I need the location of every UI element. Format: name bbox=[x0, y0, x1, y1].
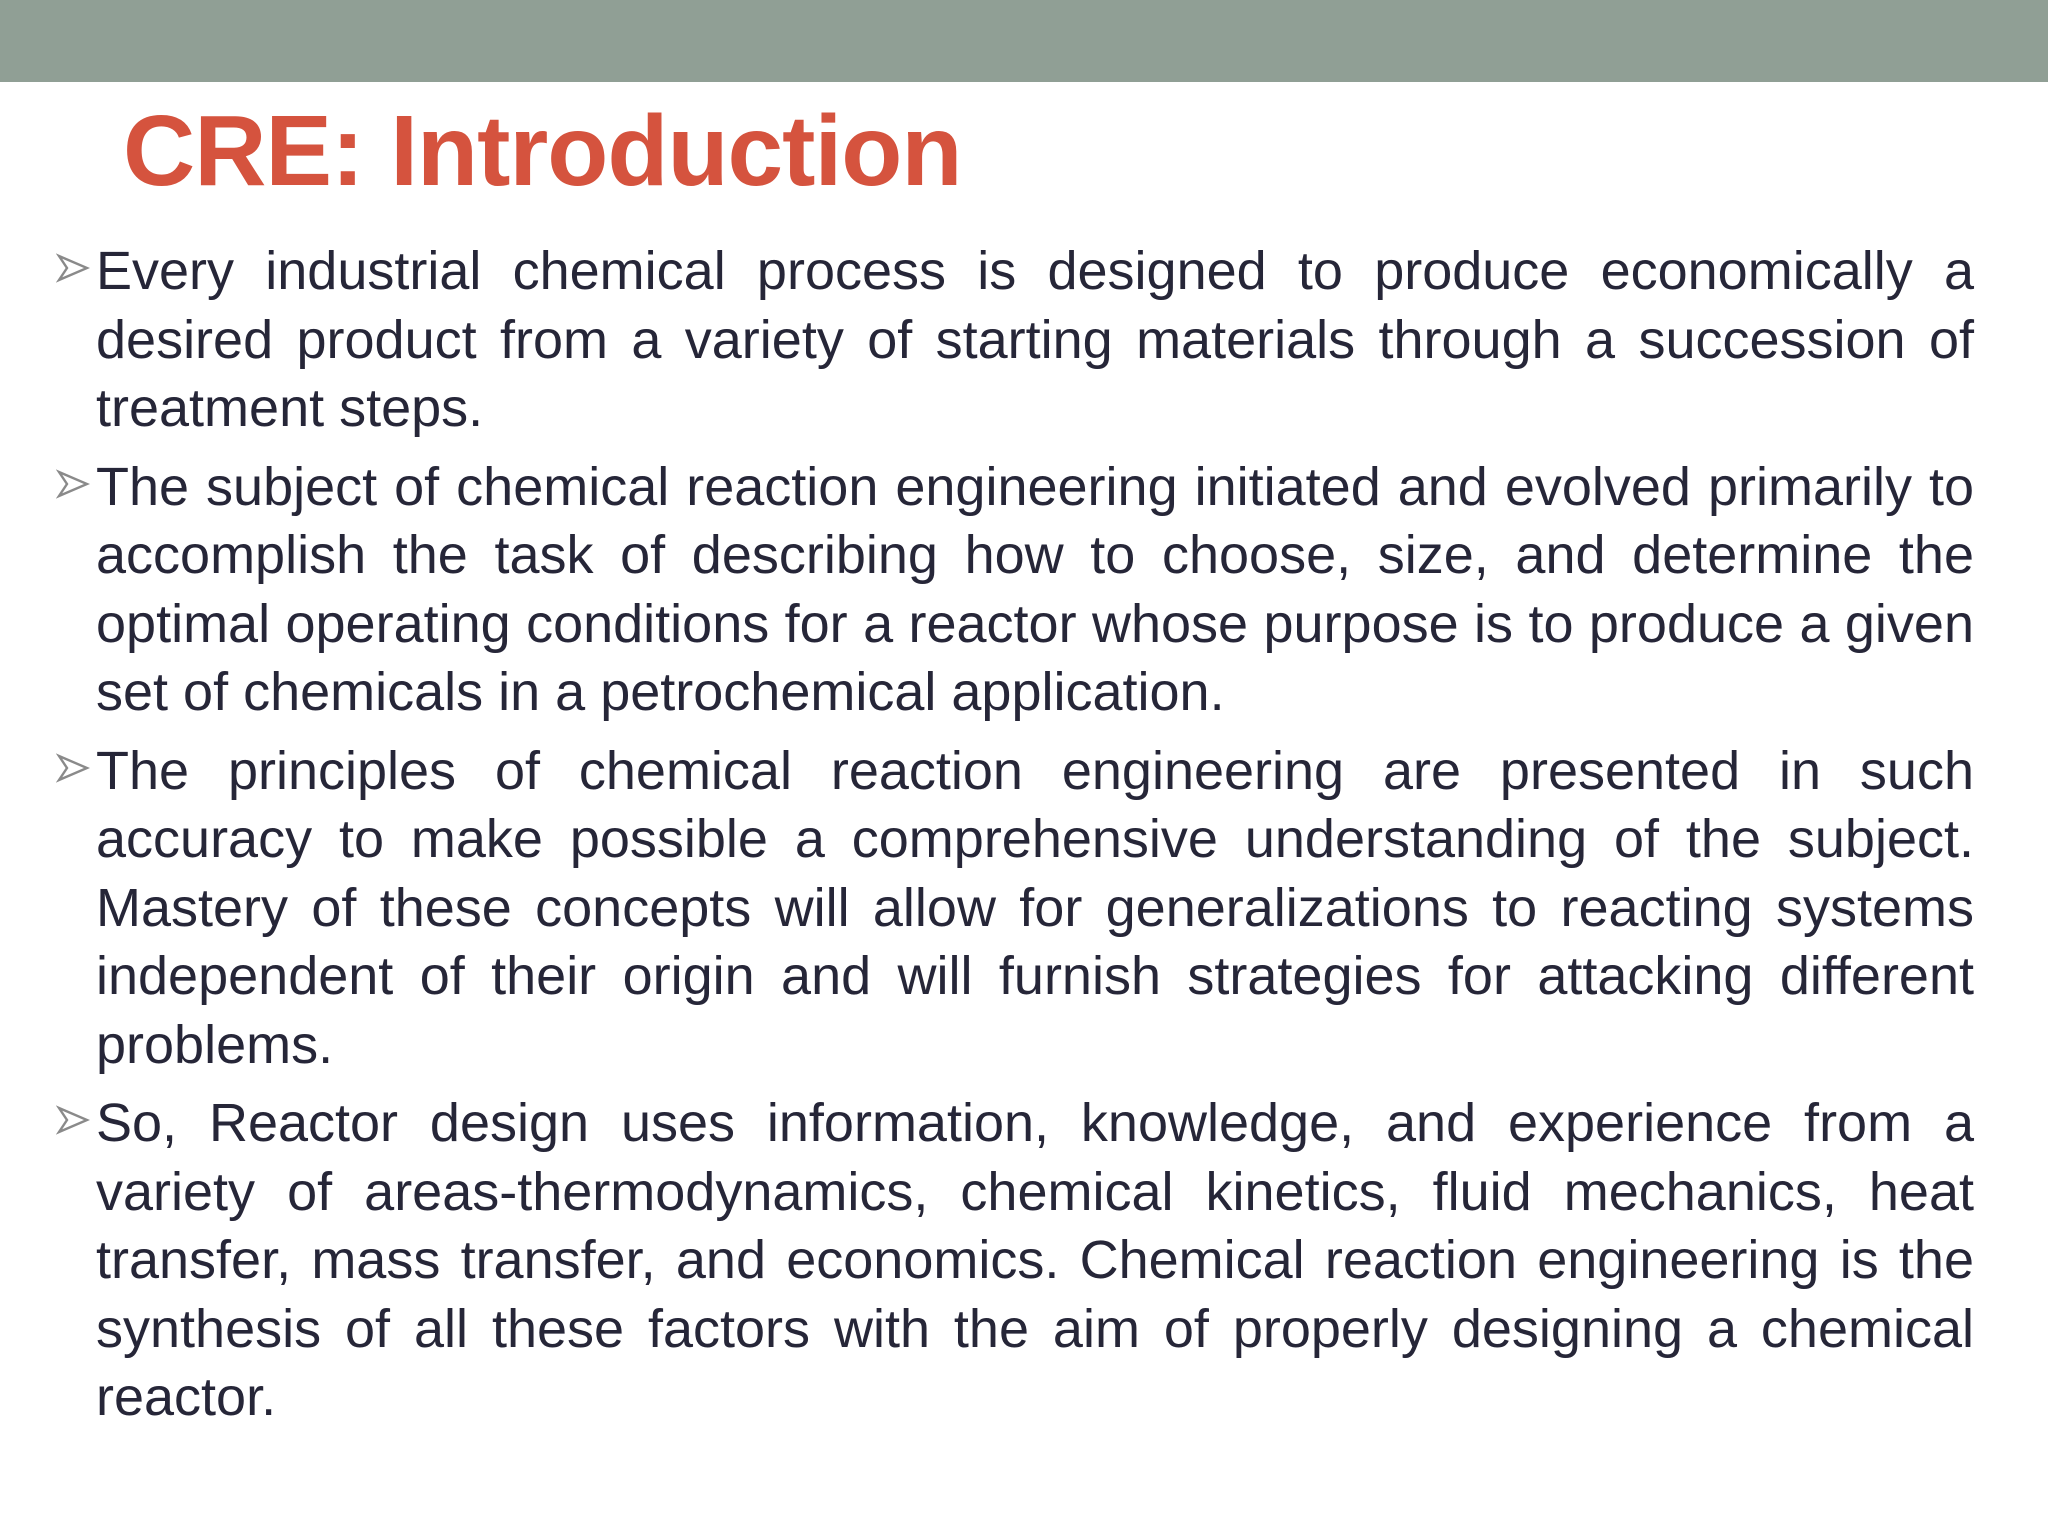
bullet-text: Every industrial chemical process is designed to produce economically a desired product from a variety of starting materials through a succession of treatment steps. bbox=[96, 241, 1974, 438]
bullet-item bbox=[96, 237, 1974, 443]
bullet-list bbox=[96, 237, 1974, 1442]
arrowhead-bullet-icon bbox=[56, 751, 90, 785]
bullet-item bbox=[96, 737, 1974, 1080]
arrowhead-bullet-icon bbox=[56, 1103, 90, 1137]
arrowhead-bullet-icon bbox=[56, 251, 90, 285]
bullet-item bbox=[96, 1089, 1974, 1432]
bullet-text: The principles of chemical reaction engineering are presented in such accuracy to make possible a comprehensive understanding of the subject. Mastery of these concepts will allow for generalizations to reacting systems independent of their origin and will furnish strategies for attacking different problems. bbox=[96, 740, 1974, 1075]
bullet-text: The subject of chemical reaction engineering initiated and evolved primarily to accomplish the task of describing how to choose, size, and determine the optimal operating conditions for a reactor whose purpose is to produce a given set of chemicals in a petrochemical application. bbox=[96, 456, 1974, 722]
top-header-band bbox=[0, 0, 2048, 82]
bullet-item bbox=[96, 453, 1974, 727]
slide-title: CRE: Introduction bbox=[123, 95, 962, 207]
bullet-text: So, Reactor design uses information, knowledge, and experience from a variety of areas-thermodynamics, chemical kinetics, fluid mechanics, heat transfer, mass transfer, and economics. Chemical reaction engineering is the synthesis of all these factors with the aim of properly designing a chemical reactor. bbox=[96, 1093, 1974, 1427]
arrowhead-bullet-icon bbox=[56, 467, 90, 501]
